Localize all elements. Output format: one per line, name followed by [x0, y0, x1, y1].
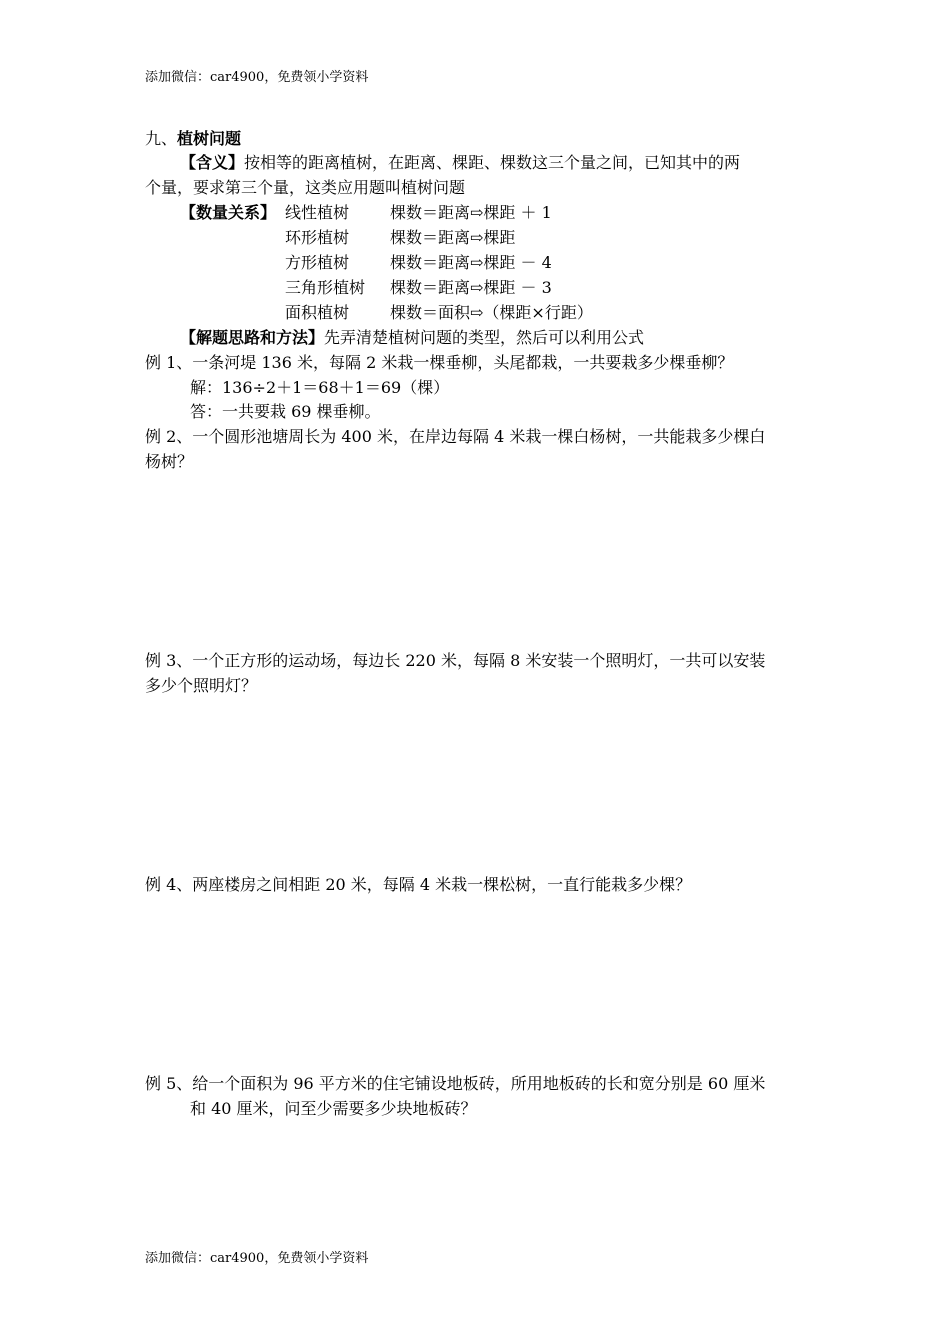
section-heading: [145, 127, 241, 151]
relation-type-square: 方形植树: [285, 253, 350, 272]
method-text: 先弄清楚植树问题的类型，然后可以利用公式: [324, 328, 645, 347]
relation-type-triangle: 三角形植树: [285, 278, 366, 297]
relation-formula-linear: 棵数＝距离⇨棵距 ＋ 1: [390, 203, 552, 222]
page-footer: 添加微信：car4900，免费领小学资料: [145, 1251, 369, 1266]
method-label: 【解题思路和方法】: [180, 328, 325, 347]
meaning-text-1: 按相等的距离植树，在距离、棵距、棵数这三个量之间，已知其中的两: [244, 153, 741, 172]
meaning-label: 【含义】: [180, 153, 245, 172]
section-title: 植树问题: [177, 129, 242, 148]
relation-type-ring: 环形植树: [285, 228, 350, 247]
example-5-question-line-2: 和 40 厘米，问至少需要多少块地板砖？: [190, 1099, 477, 1118]
meaning-line-2: 个量，要求第三个量，这类应用题叫植树问题: [145, 178, 466, 197]
example-1-answer: 答：一共要栽 69 棵垂柳。: [190, 402, 381, 421]
section-number: 九、: [145, 129, 178, 148]
relation-formula-square: 棵数＝距离⇨棵距 － 4: [390, 253, 552, 272]
relations-label: 【数量关系】: [180, 203, 277, 222]
example-2-question-line-2: 杨树？: [145, 452, 194, 471]
example-3-question-line-2: 多少个照明灯？: [145, 676, 258, 695]
relation-formula-triangle: 棵数＝距离⇨棵距 － 3: [390, 278, 552, 297]
relation-formula-ring: 棵数＝距离⇨棵距: [390, 228, 516, 247]
relation-formula-area: 棵数＝面积⇨（棵距×行距）: [390, 303, 593, 322]
relation-type-area: 面积植树: [285, 303, 350, 322]
example-5-question-line-1: 例 5、给一个面积为 96 平方米的住宅铺设地板砖，所用地板砖的长和宽分别是 60 厘米: [145, 1074, 766, 1093]
example-1-question: 例 1、一条河堤 136 米，每隔 2 米栽一棵垂柳，头尾都栽，一共要栽多少棵垂柳？: [145, 353, 734, 372]
example-3-question-line-1: 例 3、一个正方形的运动场，每边长 220 米，每隔 8 米安装一个照明灯，一共可以安装: [145, 651, 766, 670]
page-header: 添加微信：car4900，免费领小学资料: [145, 70, 369, 85]
method-line: [180, 326, 644, 350]
meaning-line-1: [180, 151, 740, 175]
example-2-question-line-1: 例 2、一个圆形池塘周长为 400 米，在岸边每隔 4 米栽一棵白杨树，一共能栽多少棵白: [145, 427, 766, 446]
example-4-question: 例 4、两座楼房之间相距 20 米，每隔 4 米栽一棵松树，一直行能栽多少棵？: [145, 875, 692, 894]
example-1-solution: 解：136÷2＋1＝68＋1＝69（棵）: [190, 378, 450, 397]
relation-type-linear: 线性植树: [285, 203, 350, 222]
